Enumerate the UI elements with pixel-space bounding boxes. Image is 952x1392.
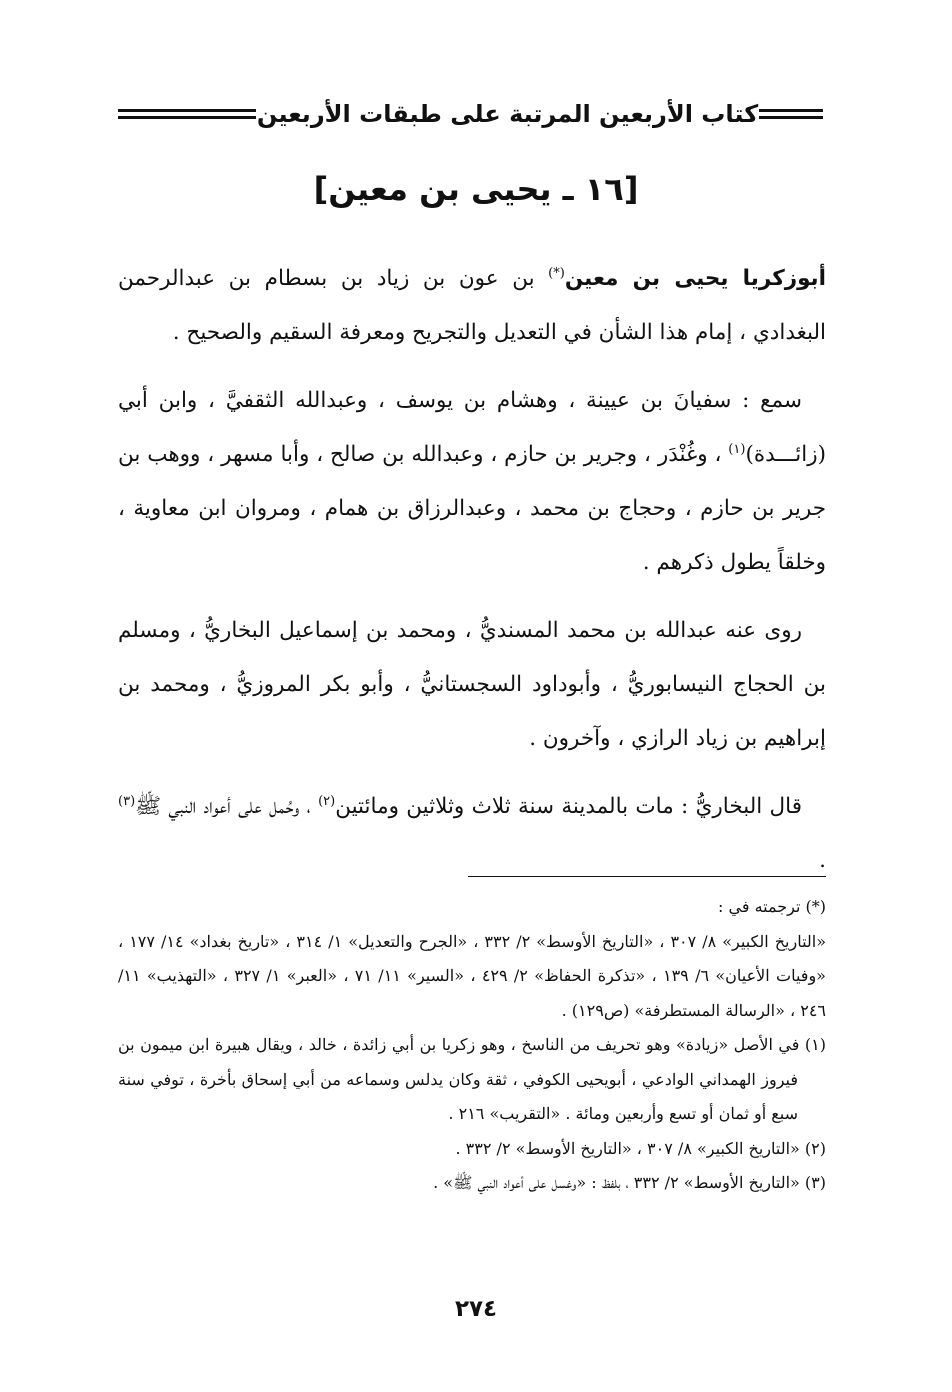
footnote-ref-3: (٣) <box>118 793 136 809</box>
students-paragraph: روى عنه عبدالله بن محمد المسنديُّ ، ومحمد بن إسماعيل البخاريُّ ، ومسلم بن الحجاج النيسابوريُّ ، وأبوداود السجستانيُّ ، وأبو بكر المروزيُّ ، ومحمد بن إبراهيم بن زياد الرازي ، وآخرون . <box>118 618 826 751</box>
teachers-text-b: ، وغُنْدَر ، وجرير بن حازم ، وعبدالله بن صالح ، وأبا مسهر ، ووهب بن جرير بن حازم ، وحجاج بن محمد ، وعبدالرزاق بن همام ، ومروان ابن معاوية ، وخلقاً يطول ذكرهم . <box>118 442 826 575</box>
footnotes <box>118 890 826 1201</box>
header-rule-right <box>759 109 823 119</box>
teachers-paragraph <box>118 374 826 590</box>
footnote-separator <box>468 876 826 877</box>
header-title: كتاب الأربعين المرتبة على طبقات الأربعين <box>256 100 759 128</box>
death-text-a: قال البخاريُّ : مات بالمدينة سنة ثلاث وثلاثين ومائتين <box>335 794 802 819</box>
header-rule-left <box>118 109 256 119</box>
footnote-star-heading: (*) ترجمته في : <box>718 897 826 916</box>
biography-text: بن عون بن زياد بن بسطام بن عبدالرحمن البغدادي ، إمام هذا الشأن في التعديل والتجريح ومعرفة السقيم والصحيح . <box>118 266 826 345</box>
footnote-ref-2: (٢) <box>318 793 336 809</box>
teachers-text-a: سمع : سفيانَ بن عيينة ، وهشام بن يوسف ، وعبدالله الثقفيَّ ، وابن أبي (زائـــدة) <box>118 388 826 467</box>
biography-paragraph <box>118 252 826 360</box>
main-text <box>118 252 826 902</box>
death-text-c: . <box>819 848 826 873</box>
death-paragraph <box>118 780 826 888</box>
footnote-1: (١) في الأصل «زيادة» وهو تحريف من الناسخ ، وهو زكريا بن أبي زائدة ، خالد ، ويقال هبيرة ابن ميمون بن فيروز الهمداني الوادعي ، أبويحيى الكوفي ، ثقة وكان يدلس وسماعه من أبي إسحاق بأخرة ، توفي سنة سبع أو ثمان أو تسع وأربعين ومائة . «التقريب» ٢١٦ . <box>118 1035 826 1123</box>
chapter-title: [١٦ ـ يحيى بن معين] <box>313 170 639 208</box>
subject-name: أبوزكريا يحيى بن معين <box>564 266 826 291</box>
death-text-b: ، وحُمل على أعواد النبي ﷺ <box>135 794 319 819</box>
footnote-ref-1: (١) <box>728 441 746 457</box>
page-number: ٢٧٤ <box>454 1296 498 1322</box>
running-header <box>118 92 823 136</box>
footnote-2: (٢) «التاريخ الكبير» ٨/ ٣٠٧ ، «التاريخ الأوسط» ٢/ ٣٣٢ . <box>455 1138 826 1158</box>
footnote-star-sources: «التاريخ الكبير» ٨/ ٣٠٧ ، «التاريخ الأوسط» ٢/ ٣٣٢ ، «الجرح والتعديل» ١/ ٣١٤ ، «تاريخ بغداد» ١٤/ ١٧٧ ، «وفيات الأعيان» ٦/ ١٣٩ ، «تذكرة الحفاظ» ٢/ ٤٢٩ ، «السير» ١١/ ٧١ ، «العبر» ١/ ٣٢٧ ، «التهذيب» ١١/ ٢٤٦ ، «الرسالة المستطرفة» (ص١٢٩) . <box>118 931 827 1020</box>
footnote-ref-star: (*) <box>548 265 565 281</box>
footnote-3: (٣) «التاريخ الأوسط» ٢/ ٣٣٢ ، بلفظ : «وغسل على أعواد النبي ﷺ» . <box>433 1173 826 1192</box>
